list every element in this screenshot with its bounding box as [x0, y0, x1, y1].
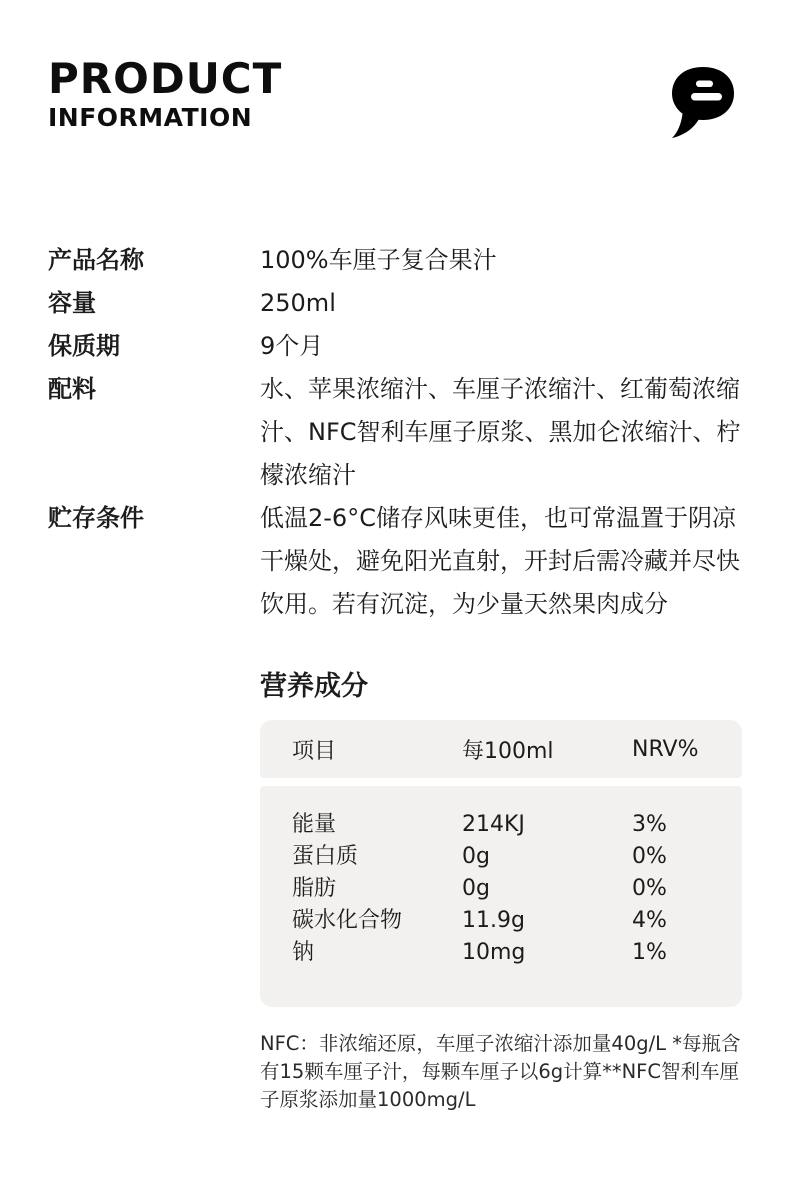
- header-cell-per-100ml: 每100ml: [462, 738, 554, 764]
- spec-value: 250ml: [260, 289, 336, 317]
- nfc-footnote: NFC：非浓缩还原，车厘子浓缩汁添加量40g/L *每瓶含有15颗车厘子汁，每颗车厘子以6g计算**NFC智利车厘子原浆添加量1000mg/L: [260, 1032, 741, 1111]
- spec-value: 9个月: [260, 332, 324, 360]
- cell-amount: 11.9g: [462, 908, 525, 933]
- nutrition-table: [260, 720, 742, 1007]
- nutrition-table-body: [260, 786, 742, 1007]
- cell-name: 碳水化合物: [292, 908, 403, 933]
- table-row-energy: [292, 809, 726, 841]
- nutrition-table-header: [260, 720, 742, 778]
- header-cell-item: 项目: [292, 738, 337, 764]
- table-row-sodium: [292, 937, 726, 969]
- spec-value: 水、苹果浓缩汁、车厘子浓缩汁、红葡萄浓缩汁、NFC智利车厘子原浆、黑加仑浓缩汁、柠檬浓缩汁: [260, 375, 741, 489]
- table-row-protein: [292, 841, 726, 873]
- spec-row-volume: [48, 282, 742, 325]
- nutrition-heading: 营养成分: [260, 671, 368, 702]
- cell-name: 钠: [292, 940, 315, 965]
- cell-nrv: 3%: [632, 812, 667, 837]
- spec-label: 保质期: [48, 332, 120, 360]
- table-row-fat: [292, 873, 726, 905]
- spec-label: 贮存条件: [48, 504, 144, 532]
- spec-row-ingredients: [48, 368, 742, 497]
- cell-nrv: 0%: [632, 844, 667, 869]
- page-title: [48, 54, 283, 132]
- header-cell-nrv: NRV%: [632, 736, 699, 762]
- cell-nrv: 1%: [632, 940, 667, 965]
- cell-name: 能量: [292, 812, 337, 837]
- spec-row-product-name: [48, 239, 742, 282]
- cell-name: 蛋白质: [292, 844, 359, 869]
- page-title-line1: PRODUCT: [48, 54, 283, 103]
- spec-label: 容量: [48, 289, 96, 317]
- cell-amount: 10mg: [462, 940, 526, 965]
- page-title-line2: INFORMATION: [48, 103, 253, 132]
- table-row-carbohydrate: [292, 905, 726, 937]
- cell-name: 脂肪: [292, 876, 337, 901]
- cell-amount: 0g: [462, 844, 490, 869]
- cell-nrv: 4%: [632, 908, 667, 933]
- cell-amount: 0g: [462, 876, 490, 901]
- spec-value: 低温2-6°C储存风味更佳，也可常温置于阴凉干燥处，避免阳光直射，开封后需冷藏并尽快饮用。若有沉淀，为少量天然果肉成分: [260, 504, 740, 618]
- spec-label: 产品名称: [48, 246, 144, 274]
- cell-nrv: 0%: [632, 876, 667, 901]
- spec-list: [48, 239, 742, 626]
- page-header: [48, 54, 742, 159]
- nutrition-section: [260, 664, 742, 1114]
- speech-bubble-icon: [670, 65, 736, 159]
- spec-row-storage: [48, 497, 742, 626]
- spec-label: 配料: [48, 375, 96, 403]
- cell-amount: 214KJ: [462, 812, 525, 837]
- spec-row-shelf-life: [48, 325, 742, 368]
- spec-value: 100%车厘子复合果汁: [260, 246, 497, 274]
